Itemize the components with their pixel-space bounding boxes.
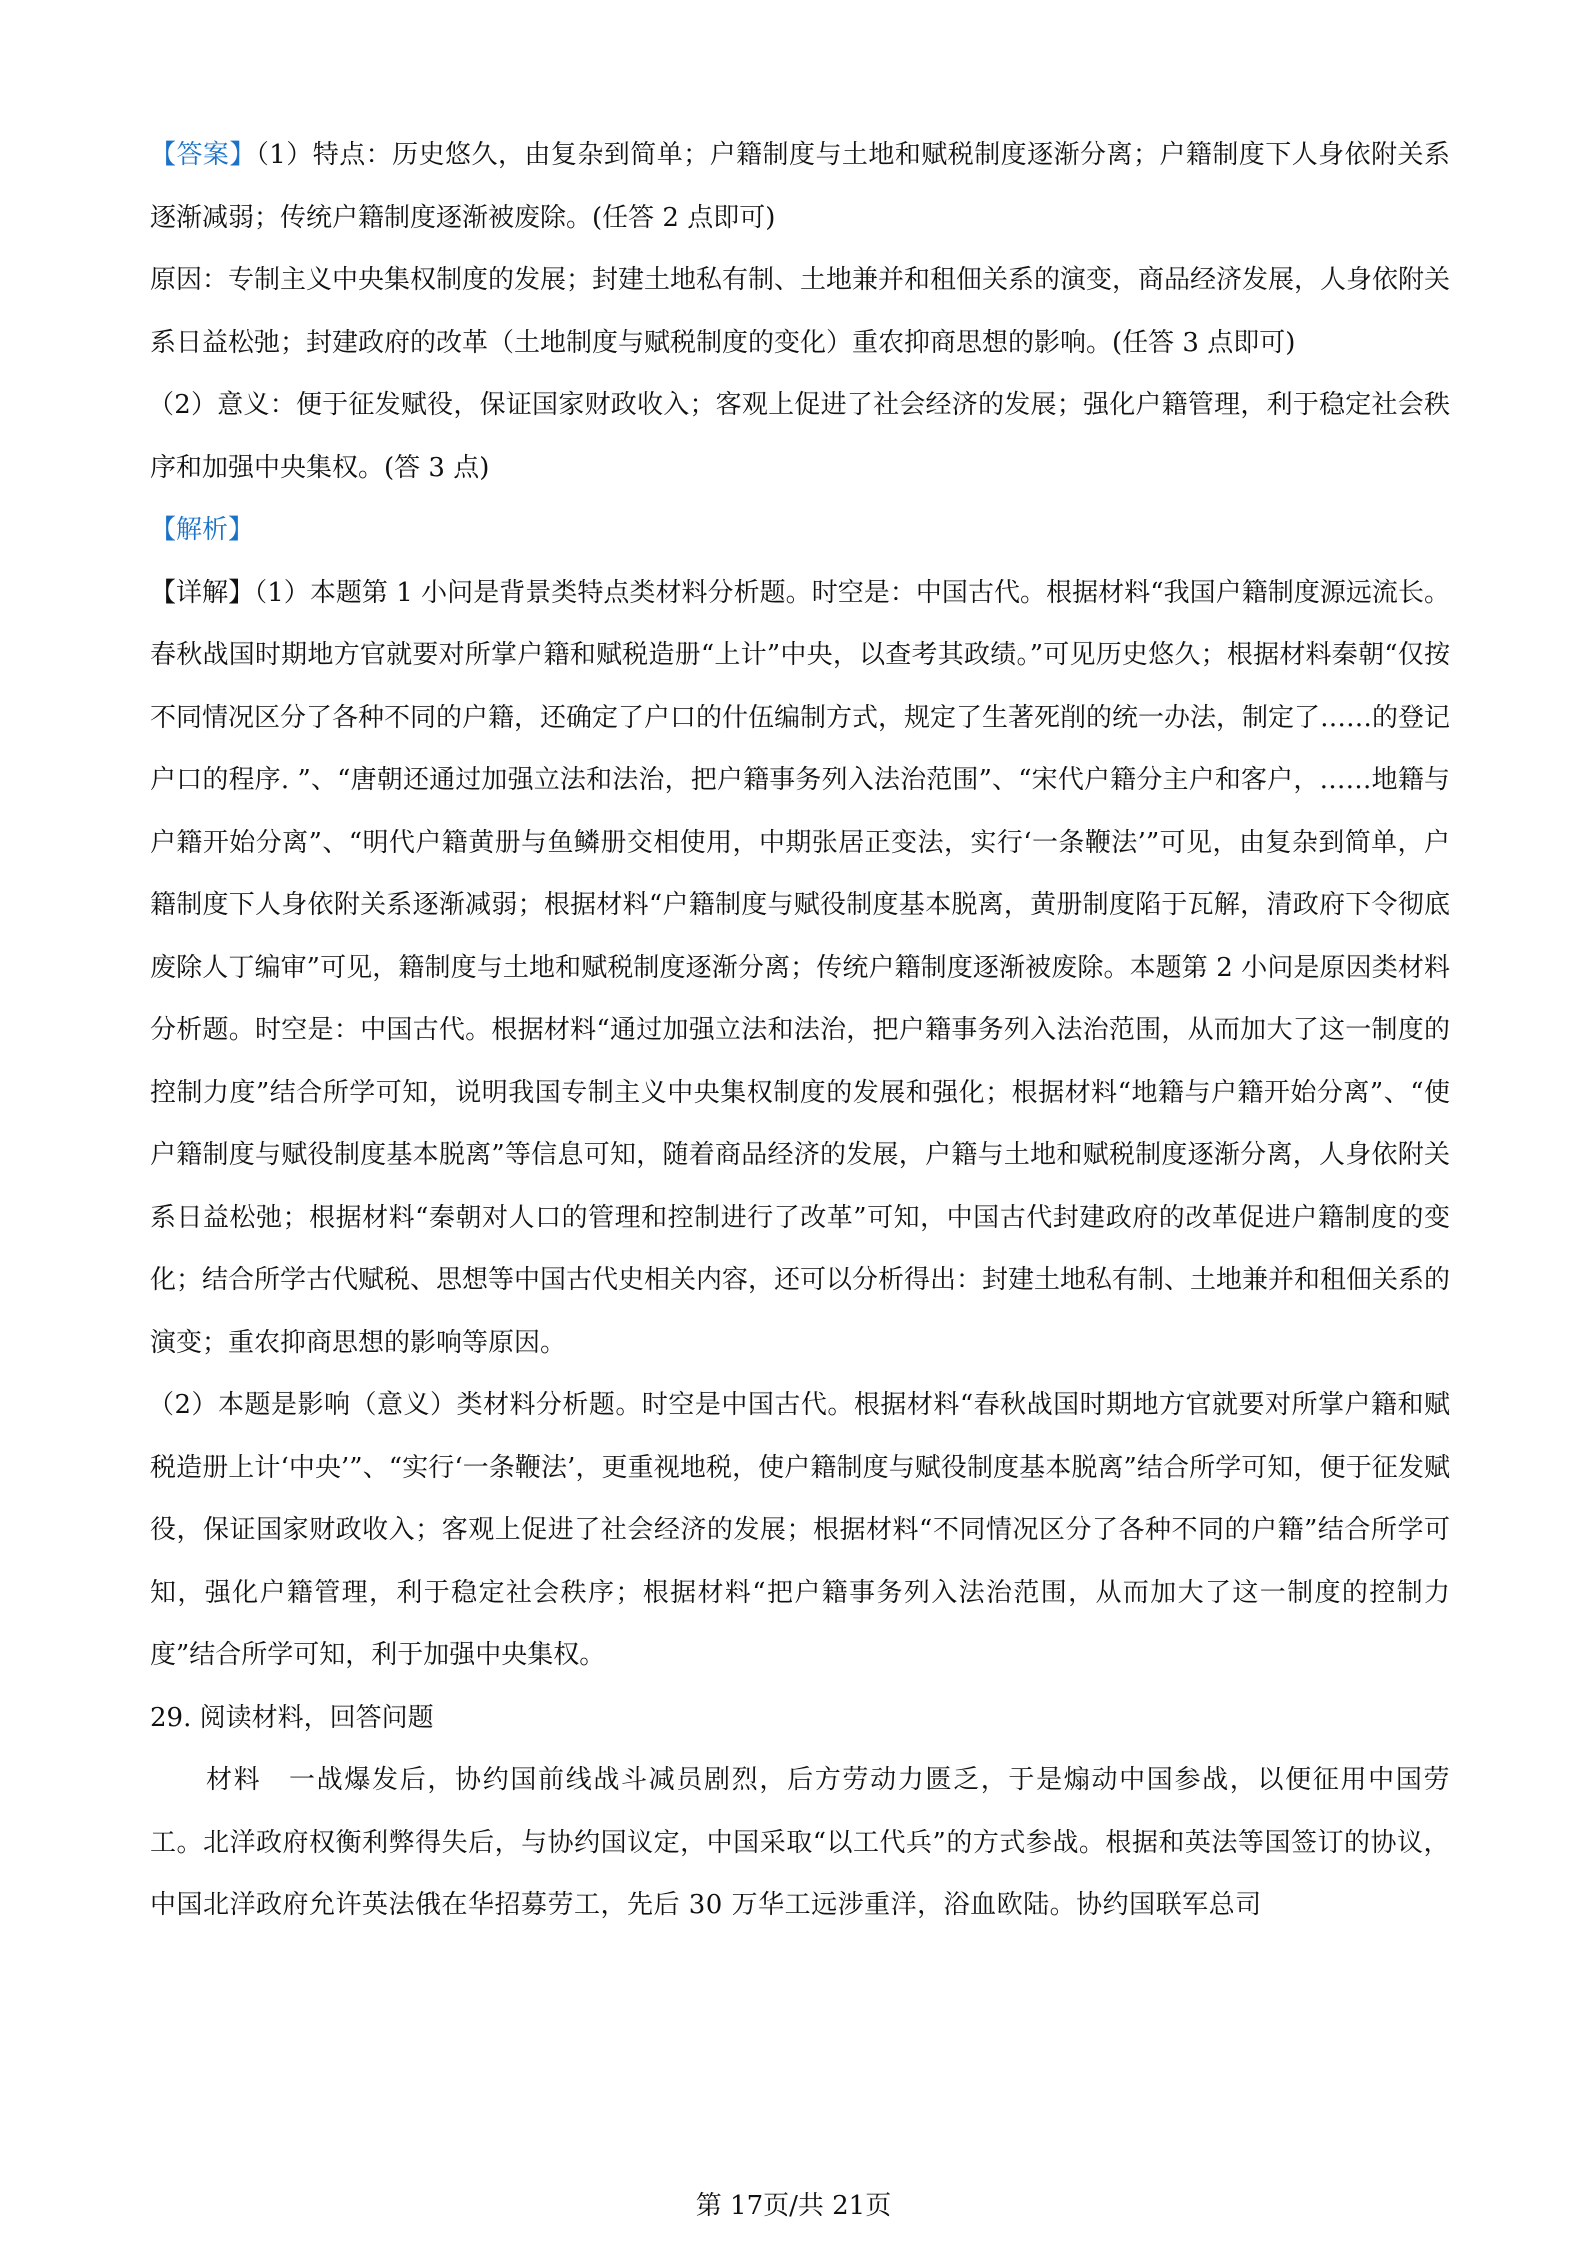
detail-tag: 【详解】	[150, 577, 255, 608]
analysis-tag: 【解析】	[150, 515, 255, 545]
detail-paragraph-1	[150, 562, 1450, 1375]
detail-paragraph-2	[150, 1374, 1450, 1687]
detail-text-2: （2）本题是影响（意义）类材料分析题。时空是中国古代。根据材料“春秋战国时期地方官就要对所掌户籍和赋税造册上计‘中央’”、“实行‘一条鞭法’，更重视地税，使户籍制度与赋役制度基本脱离”结合所学可知，便于征发赋役，保证国家财政收入；客观上促进了社会经济的发展；根据材料“不同情况区分了各种不同的户籍”结合所学可知，强化户籍管理，利于稳定社会秩序；根据材料“把户籍事务列入法治范围，从而加大了这一制度的控制力度”结合所学可知，利于加强中央集权。	[148, 1390, 1450, 1670]
answer-text-2: 原因：专制主义中央集权制度的发展；封建土地私有制、土地兼并和租佃关系的演变，商品经济发展，人身依附关系日益松弛；封建政府的改革（土地制度与赋税制度的变化）重农抑商思想的影响。(任答 3 点即可)	[150, 265, 1451, 358]
answer-tag: 【答案】	[150, 140, 256, 170]
answer-paragraph-3	[150, 374, 1450, 499]
analysis-heading	[150, 499, 1450, 562]
answer-text-1: （1）特点：历史悠久，由复杂到简单；户籍制度与土地和赋税制度逐渐分离；户籍制度下人身依附关系逐渐减弱；传统户籍制度逐渐被废除。(任答 2 点即可)	[150, 140, 1450, 233]
page-content	[150, 124, 1450, 1937]
answer-text-3: （2）意义：便于征发赋役，保证国家财政收入；客观上促进了社会经济的发展；强化户籍管理，利于稳定社会秩序和加强中央集权。(答 3 点)	[148, 390, 1450, 483]
question-29-title: 29. 阅读材料，回答问题	[150, 1702, 434, 1733]
question-29-material: 材料 一战爆发后，协约国前线战斗减员剧烈，后方劳动力匮乏，于是煽动中国参战，以便征用中国劳工。北洋政府权衡利弊得失后，与协约国议定，中国采取“以工代兵”的方式参战。根据和英法等国签订的协议，中国北洋政府允许英法俄在华招募劳工，先后 30 万华工远涉重洋，浴血欧陆。协约国联军总司	[150, 1765, 1450, 1920]
page-number-footer: 第 17页/共 21页	[695, 2191, 892, 2221]
detail-text-1: （1）本题第 1 小问是背景类特点类材料分析题。时空是：中国古代。根据材料“我国户籍制度源远流长。春秋战国时期地方官就要对所掌户籍和赋税造册“上计”中央，以查考其政绩。”可见历史悠久；根据材料秦朝“仅按不同情况区分了各种不同的户籍，还确定了户口的什伍编制方式，规定了生著死削的统一办法，制定了……的登记户口的程序. ”、“唐朝还通过加强立法和法治，把户籍事务列入法治范围”、“宋代户籍分主户和客户，……地籍与户籍开始分离”、“明代户籍黄册与鱼鳞册交相使用，中期张居正变法，实行‘一条鞭法’”可见，由复杂到简单，户籍制度下人身依附关系逐渐减弱；根据材料“户籍制度与赋役制度基本脱离，黄册制度陷于瓦解，清政府下令彻底废除人丁编审”可见，籍制度与土地和赋税制度逐渐分离；传统户籍制度逐渐被废除。本题第 2 小问是原因类材料分析题。时空是：中国古代。根据材料“通过加强立法和法治，把户籍事务列入法治范围，从而加大了这一制度的控制力度”结合所学可知，说明我国专制主义中央集权制度的发展和强化；根据材料“地籍与户籍开始分离”、“使户籍制度与赋役制度基本脱离”等信息可知，随着商品经济的发展，户籍与土地和赋税制度逐渐分离，人身依附关系日益松弛；根据材料“秦朝对人口的管理和控制进行了改革”可知，中国古代封建政府的改革促进户籍制度的变化；结合所学古代赋税、思想等中国古代史相关内容，还可以分析得出：封建土地私有制、土地兼并和租佃关系的演变；重农抑商思想的影响等原因。	[150, 577, 1451, 1358]
answer-paragraph-2	[150, 249, 1450, 374]
answer-paragraph-1	[150, 124, 1450, 249]
